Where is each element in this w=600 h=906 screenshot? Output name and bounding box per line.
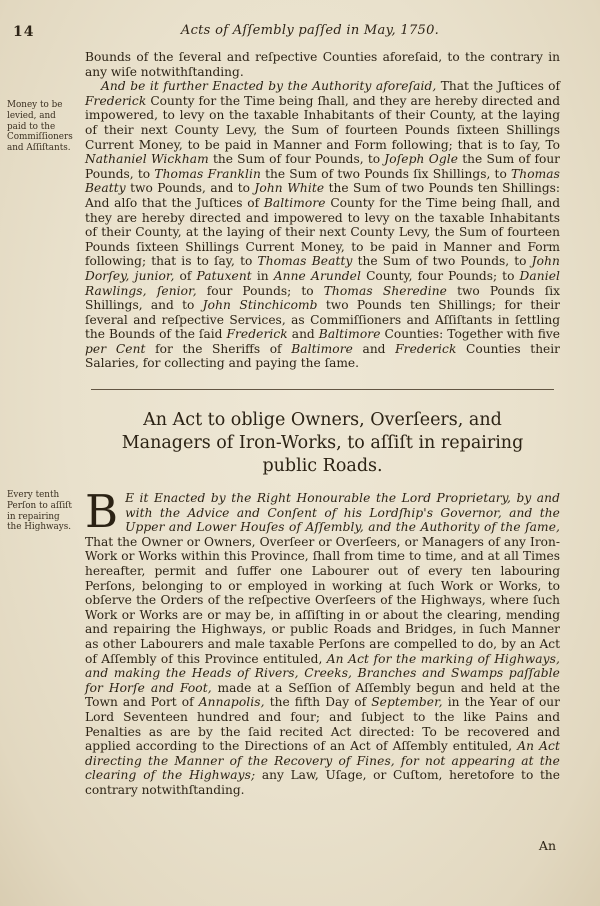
ironworks-body-text: E it Enacted by the Right Honourable the Lord Proprietary, by and with the Advice and Conſent of his Lordſhip's Governor, and the Upper and Lower Houſes of Aſſembly, and the Authority of the ſame, That the Owner or Owners, Overſeer or Overſeers, or Managers of any Iron-Work or Works within this Province, ſhall from time to time, and at all Times hereafter, permit and ſuffer one Labourer out of every ten labouring Perſons, belonging to or employed in working at ſuch Work or Works, to obſerve the Orders of the reſpective Overſeers of the Highways, where ſuch Work or Works are or may be, in aſſiſting in or about the clearing, mending and repairing the Highways, or public Roads and Bridges, in ſuch Manner as other Labourers and male taxable Perſons are compelled to do, by an Act of Aſſembly of this Province entituled, An Act for the marking of Highways, and making the Heads of Rivers, Creeks, Branches and Swamps paſſable for Horſe and Foot, made at a Seſſion of Aſſembly begun and held at the Town and Port of Annapolis, the fifth Day of September, in the Year of our Lord Seventeen hundred and four; and ſubject to the like Pains and Penalties as are by the ſaid recited Act directed: To be recovered and applied according to the Directions of an Act of Aſſembly entituled, An Act directing the Manner of the Recovery of Fines, for not appearing at the clearing of the Highways; any Law, Uſage, or Cuſtom, heretofore to the contrary notwithſtanding. [85,491,560,797]
paragraph-ironworks-enactment [85,485,560,797]
paragraph-continuation: Bounds of the ſeveral and reſpective Counties aforeſaid, to the contrary in any wiſe notwithſtanding. [85,50,560,79]
paragraph-levy-enactment: And be it further Enacted by the Authority aforeſaid, That the Juſtices of Frederick County for the Time being ſhall, and they are hereby directed and impowered, to levy on the taxable Inhabitants of their County, at the laying of their next County Levy, the Sum of fourteen Pounds ſixteen Shillings Current Money, to be paid in Manner and Form following; that is to ſay, To Nathaniel Wickham the Sum of four Pounds, to Joſeph Ogle the Sum of four Pounds, to Thomas Franklin the Sum of two Pounds ſix Shillings, to Thomas Beatty two Pounds, and to John White the Sum of two Pounds ten Shillings: And alſo that the Juſtices of Baltimore County for the Time being ſhall, and they are hereby directed and impowered to levy on the taxable Inhabitants of their County, at the laying of their next County Levy, the Sum of fourteen Pounds ſixteen Shillings Current Money, to be paid in Manner and Form following; that is to ſay, to Thomas Beatty the Sum of two Pounds, to John Dorſey, junior, of Patuxent in Anne Arundel County, four Pounds; to Daniel Rawlings, ſenior, four Pounds; to Thomas Sheredine two Pounds ſix Shillings, and to John Stinchicomb two Pounds ten Shillings; for their ſeveral and reſpective Services, as Commiſſioners and Aſſiſtants in ſettling the Bounds of the ſaid Frederick and Baltimore Counties: Together with five per Cent for the Sheriffs of Baltimore and Frederick Counties their Salaries, for collecting and paying the ſame. [85,79,561,371]
margin-note-levy: Money to be levied, and paid to the Commiſſioners and Aſſiſtants. [7,100,73,154]
page-number: 14 [13,24,35,40]
margin-note-ironworks: Every tenth Perſon to aſſiſt in repairing the Highways. [7,490,72,533]
drop-cap-initial: B [85,485,119,539]
catchword: An [538,838,556,853]
text-column [85,50,560,798]
running-header: Acts of Aſſembly paſſed in May, 1750. [180,23,440,38]
section-divider [91,389,554,390]
act-heading-ironworks: An Act to oblige Owners, Overſeers, and Managers of Iron-Works, to aſſiſt in repairing public Roads. [121,410,524,477]
